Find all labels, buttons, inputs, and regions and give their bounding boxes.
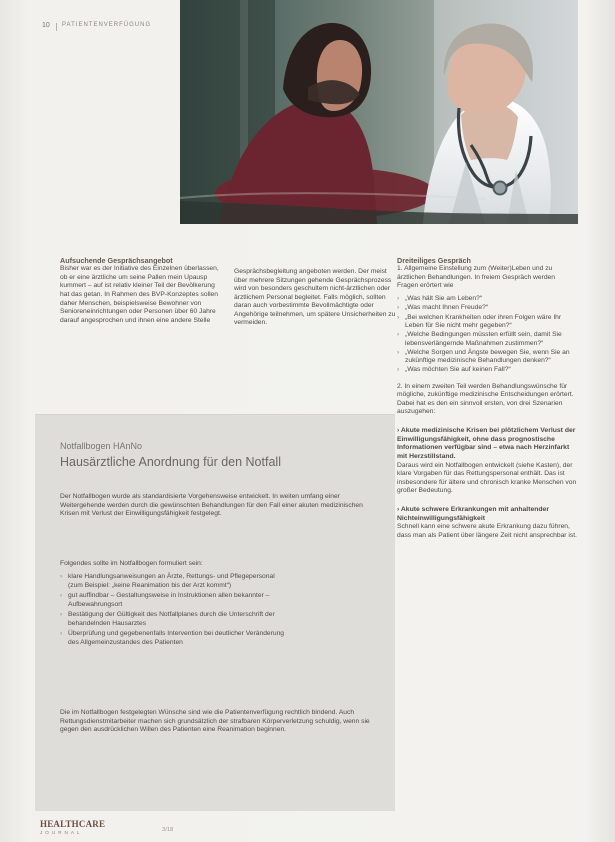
logo-sub-text: JOURNAL	[40, 830, 83, 835]
hero-photo	[180, 0, 578, 224]
scenario-title: › Akute medizinische Krisen bei plötzlichem Verlust der Einwilligungsfähigkeit, ohne dass prognostische Informationen verfügbar sind – etwa nach Herzinfarkt mit Herzstillstand.	[397, 427, 576, 461]
healthcare-journal-logo	[40, 820, 105, 836]
question-item: › „Was möchten Sie auf keinen Fall?“	[397, 366, 577, 374]
box-subheading: Folgendes sollte im Notfallbogen formuliert sein:	[60, 560, 203, 567]
box-bullet-item: › Überprüfung und gegebenenfalls Intervention bei deutlicher Veränderung des Allgemeinzustandes des Patienten	[60, 630, 380, 647]
scenario-body: Schnell kann eine schwere akute Erkrankung dazu führen, dass man als Patient über längere Zeit nicht ansprechbar ist.	[397, 523, 577, 540]
question-item: › „Bei welchen Krankheiten oder ihren Folgen wäre Ihr Leben für Sie nicht mehr gegeben?“	[397, 314, 577, 331]
box-kicker: Notfallbogen HAnNo	[60, 441, 143, 451]
scenario-1	[397, 427, 577, 496]
question-item: › „Was macht Ihnen Freude?“	[397, 304, 577, 312]
box-bullet-item: › gut auffindbar – Gestaltungsweise in Instruktionen allen bekannter – Aufbewahrungsort	[60, 592, 380, 609]
left-column	[60, 257, 224, 325]
box-bullet-item: › Bestätigung der Gültigkeit des Notfallplanes durch die Unterschrift der behandelnden Hausarztes	[60, 611, 380, 628]
logo-main-text: HEALTHCARE	[40, 819, 106, 829]
question-item: › „Welche Bedingungen müssten erfüllt sein, damit Sie lebensverlängernde Maßnahmen zustimmen?“	[397, 331, 577, 348]
left-column-heading: Aufsuchende Gesprächsangebot	[60, 256, 173, 265]
box-intro: Der Notfallbogen wurde als standardisierte Vorgehensweise entwickelt. In weiten umfang einer Weitergehende werden durch die gewünschten Behandlungen für den Fall einer akuten medizinischen Krisen mit Verlust der Einwilligungsfähigkeit festgelegt.	[60, 493, 363, 518]
middle-column	[234, 268, 400, 328]
issue-tag: 3/18	[162, 827, 174, 833]
question-item: › „Welche Sorgen und Ängste bewegen Sie, wenn Sie an zukünftige medizinische Behandlungen denken?“	[397, 349, 577, 366]
right-column-part2: 2. In einem zweiten Teil werden Behandlungswünsche für mögliche, zukünftige medizinische Entscheidungen erörtert. Dabei hat es den ein sinnvoll ersten, von drei Szenarien auszugehen:	[397, 382, 574, 416]
page-number: 10	[42, 22, 50, 29]
right-column	[397, 257, 577, 541]
box-title: Hausärztliche Anordnung für den Notfall	[60, 455, 281, 469]
scenario-2	[397, 506, 577, 541]
doctor-patient-photo-icon	[180, 0, 578, 224]
header-divider	[56, 23, 57, 31]
scenario-body: Daraus wird ein Notfallbogen entwickelt (siehe Kasten), der klare Vorgaben für das Rettungspersonal enthält. Das ist insbesondere für ältere und chronisch kranke Menschen von großer Bedeutung.	[397, 461, 577, 495]
box-bullet-list	[60, 573, 380, 650]
question-list	[397, 295, 577, 375]
middle-column-body: Gesprächsbegleitung angeboten werden. Der meist über mehrere Sitzungen gehende Gesprächsprozess wird von besonders geschultem nicht-ärztlichen oder ärztlichem Personal begleitet. Falls möglich, sollten daran auch vorbestimmte Bevollmächtigte oder Angehörige teilnehmen, um spätere Unsicherheiten zu vermeiden.	[234, 268, 396, 327]
right-column-intro: 1. Allgemeine Einstellung zum (Weiter)Leben und zu ärztlichen Behandlungen. In freiem Gespräch werden Fragen erörtert wie	[397, 265, 555, 290]
question-item: › „Was hält Sie am Leben?“	[397, 295, 577, 303]
box-closing: Die im Notfallbogen festgelegten Wünsche sind wie die Patientenverfügung rechtlich bindend. Auch Rettungsdienstmitarbeiter machen sich grundsätzlich der strafbaren Körperverletzung schuldig, wenn sie gegen den ausdrücklichen Willen des Patienten eine Reanimation beginnen.	[60, 709, 370, 734]
box-bullet-item: › klare Handlungsanweisungen an Ärzte, Rettungs- und Pflegepersonal (zum Beispiel: „keine Reanimation bis der Arzt kommt“)	[60, 573, 380, 590]
page-footer	[40, 820, 600, 840]
right-column-heading: Dreiteiliges Gespräch	[397, 256, 471, 265]
left-column-body: Bisher war es der Initiative des Einzelnen überlassen, ob er eine ärztliche um seine Pallen mein Upausp kummert – auf ist relativ kleiner Teil der Bevölkerung hat das getan. In Rahmen des BVP-Konzeptes sollen daher Menschen, beispielsweise Bewohner von Senioreneinrichtungen oder Personen über 60 Jahre darauf angesprochen und ihnen eine andere Stelle	[60, 265, 219, 324]
scenario-title: › Akute schwere Erkrankungen mit anhaltender Nichteinwilligungsfähigkeit	[397, 506, 549, 522]
section-title: PATIENTENVERFÜGUNG	[62, 22, 152, 28]
